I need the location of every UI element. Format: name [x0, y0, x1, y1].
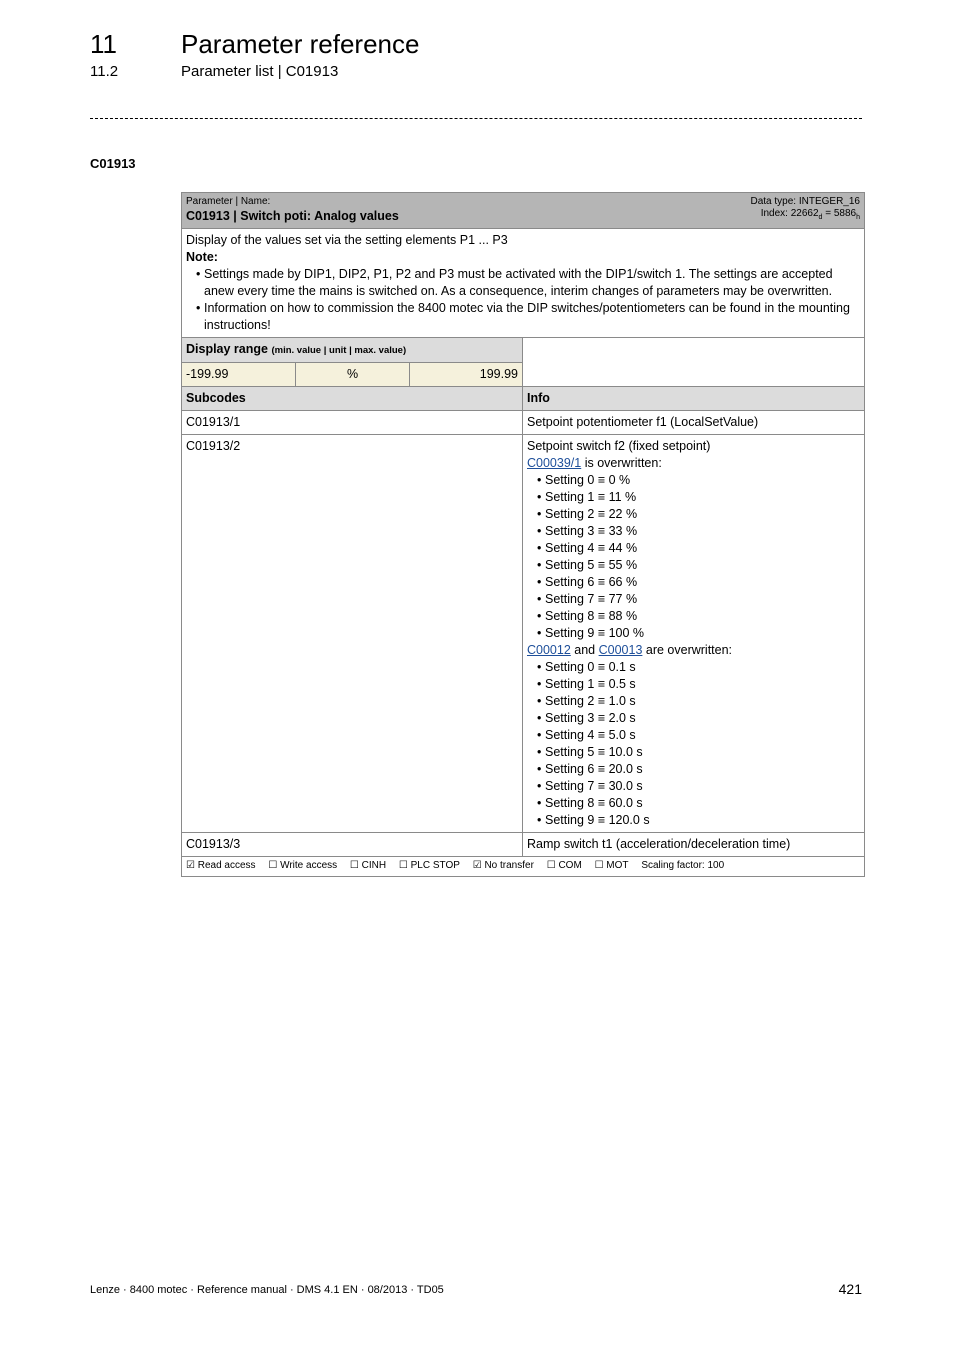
code-heading: C01913	[90, 156, 136, 171]
list-item: • Setting 4 ≡ 44 %	[527, 540, 860, 557]
list-item: • Setting 3 ≡ 2.0 s	[527, 710, 860, 727]
parameter-title: C01913 | Switch poti: Analog values	[186, 209, 399, 223]
setpoint-settings-list	[527, 472, 860, 642]
note-list	[186, 266, 860, 334]
list-item: • Setting 2 ≡ 22 %	[527, 506, 860, 523]
subcode-info: Setpoint potentiometer f1 (LocalSetValue)	[523, 411, 865, 435]
list-item: • Setting 6 ≡ 66 %	[527, 574, 860, 591]
link-c00012[interactable]: C00012	[527, 643, 571, 657]
info-column-header: Info	[523, 387, 865, 411]
access-flags	[182, 857, 865, 877]
page-number: 421	[838, 1281, 862, 1297]
range-min: -199.99	[182, 363, 296, 387]
list-item: • Setting 0 ≡ 0.1 s	[527, 659, 860, 676]
subcode-info: Ramp switch t1 (acceleration/deceleration time)	[523, 833, 865, 857]
note-label: Note:	[186, 250, 218, 264]
subcode-c01913-2: C01913/2	[182, 435, 523, 833]
list-item: • Setting 0 ≡ 0 %	[527, 472, 860, 489]
list-item: • Setting 9 ≡ 120.0 s	[527, 812, 860, 829]
ramp-settings-list	[527, 659, 860, 829]
no-transfer-flag: ☑ No transfer	[472, 860, 534, 871]
chapter-title: Parameter reference	[181, 29, 420, 59]
list-item: • Setting 8 ≡ 88 %	[527, 608, 860, 625]
range-unit: %	[296, 363, 410, 387]
data-type: Data type: INTEGER_16	[750, 196, 860, 207]
list-item: • Setting 1 ≡ 0.5 s	[527, 676, 860, 693]
list-item: • Setting 9 ≡ 100 %	[527, 625, 860, 642]
subcode-c01913-3: C01913/3	[182, 833, 523, 857]
info-title: Setpoint switch f2 (fixed setpoint)	[527, 439, 711, 453]
chapter-number: 11	[90, 29, 117, 59]
parameter-header	[182, 193, 865, 229]
parameter-label: Parameter | Name:	[186, 196, 271, 207]
plc-stop-flag: ☐ PLC STOP	[398, 860, 460, 871]
scaling-factor: Scaling factor: 100	[641, 860, 725, 871]
link-c00039-1[interactable]: C00039/1	[527, 456, 582, 470]
list-item: • Setting 7 ≡ 77 %	[527, 591, 860, 608]
table-row	[182, 833, 865, 857]
description-cell	[182, 229, 865, 338]
list-item: • Setting 5 ≡ 55 %	[527, 557, 860, 574]
list-item: • Setting 1 ≡ 11 %	[527, 489, 860, 506]
list-item: • Setting 3 ≡ 33 %	[527, 523, 860, 540]
list-item: • Setting 6 ≡ 20.0 s	[527, 761, 860, 778]
index-value: Index: $22662_d = 5886_h$	[760, 208, 860, 221]
description-text: Display of the values set via the setting elements P1 ... P3	[186, 233, 508, 247]
dashed-divider	[90, 118, 862, 119]
cinh-flag: ☐ CINH	[349, 860, 387, 871]
read-access-flag: ☑ Read access	[186, 860, 256, 871]
com-flag: ☐ COM	[546, 860, 582, 871]
parameter-table	[181, 192, 865, 877]
table-row	[182, 435, 865, 833]
footer-doc-info: Lenze · 8400 motec · Reference manual · DMS 4.1 EN · 08/2013 · TD05	[90, 1284, 444, 1296]
list-item: • Setting 2 ≡ 1.0 s	[527, 693, 860, 710]
note-item: • Settings made by DIP1, DIP2, P1, P2 and P3 must be activated with the DIP1/switch 1. The settings are accepted anew every time the mains is switched on. As a consequence, interim changes of parameters may be overwritten.	[186, 266, 860, 300]
display-range-header: Display range (min. value | unit | max. value)	[182, 338, 523, 363]
range-max: 199.99	[410, 363, 523, 387]
subcodes-column-header: Subcodes	[182, 387, 523, 411]
list-item: • Setting 7 ≡ 30.0 s	[527, 778, 860, 795]
data-type-block	[751, 196, 861, 224]
mot-flag: ☐ MOT	[594, 860, 629, 871]
subcode-c01913-1: C01913/1	[182, 411, 523, 435]
link-c00013[interactable]: C00013	[598, 643, 643, 657]
write-access-flag: ☐ Write access	[268, 860, 338, 871]
list-item: • Setting 8 ≡ 60.0 s	[527, 795, 860, 812]
list-item: • Setting 5 ≡ 10.0 s	[527, 744, 860, 761]
subcode-info: Setpoint switch f2 (fixed setpoint) C00039/1 is overwritten: • Setting 0 ≡ 0 % • Setting 1 ≡ 11 % • Setting 2 ≡ 22 % • Setting 3 ≡ 33 % • Setting 4 ≡ 44 % • Setting 5 ≡ 55 % • Setting 6 ≡ 66 % • Setting 7 ≡ 77 % • Setting 8 ≡ 88 % • Setting 9 ≡ 100 % C00012 and C00013 are overwritten: • Setting 0 ≡ 0.1 s • Setting 1 ≡ 0.5 s • Setting 2 ≡ 1.0 s • Setting 3 ≡ 2.0 s • Setting 4 ≡ 5.0 s • Setting 5 ≡ 10.0 s • Setting 6 ≡ 20.0 s • Setting 7 ≡ 30.0 s • Setting 8 ≡ 60.0 s • Setting 9 ≡ 120.0 s	[523, 435, 865, 833]
display-range-empty	[523, 338, 865, 387]
list-item: • Setting 4 ≡ 5.0 s	[527, 727, 860, 744]
section-number: 11.2	[90, 63, 119, 80]
table-row	[182, 411, 865, 435]
section-title: Parameter list | C01913	[181, 63, 339, 80]
note-item: • Information on how to commission the 8400 motec via the DIP switches/potentiometers can be found in the mounting instructions!	[186, 300, 860, 334]
